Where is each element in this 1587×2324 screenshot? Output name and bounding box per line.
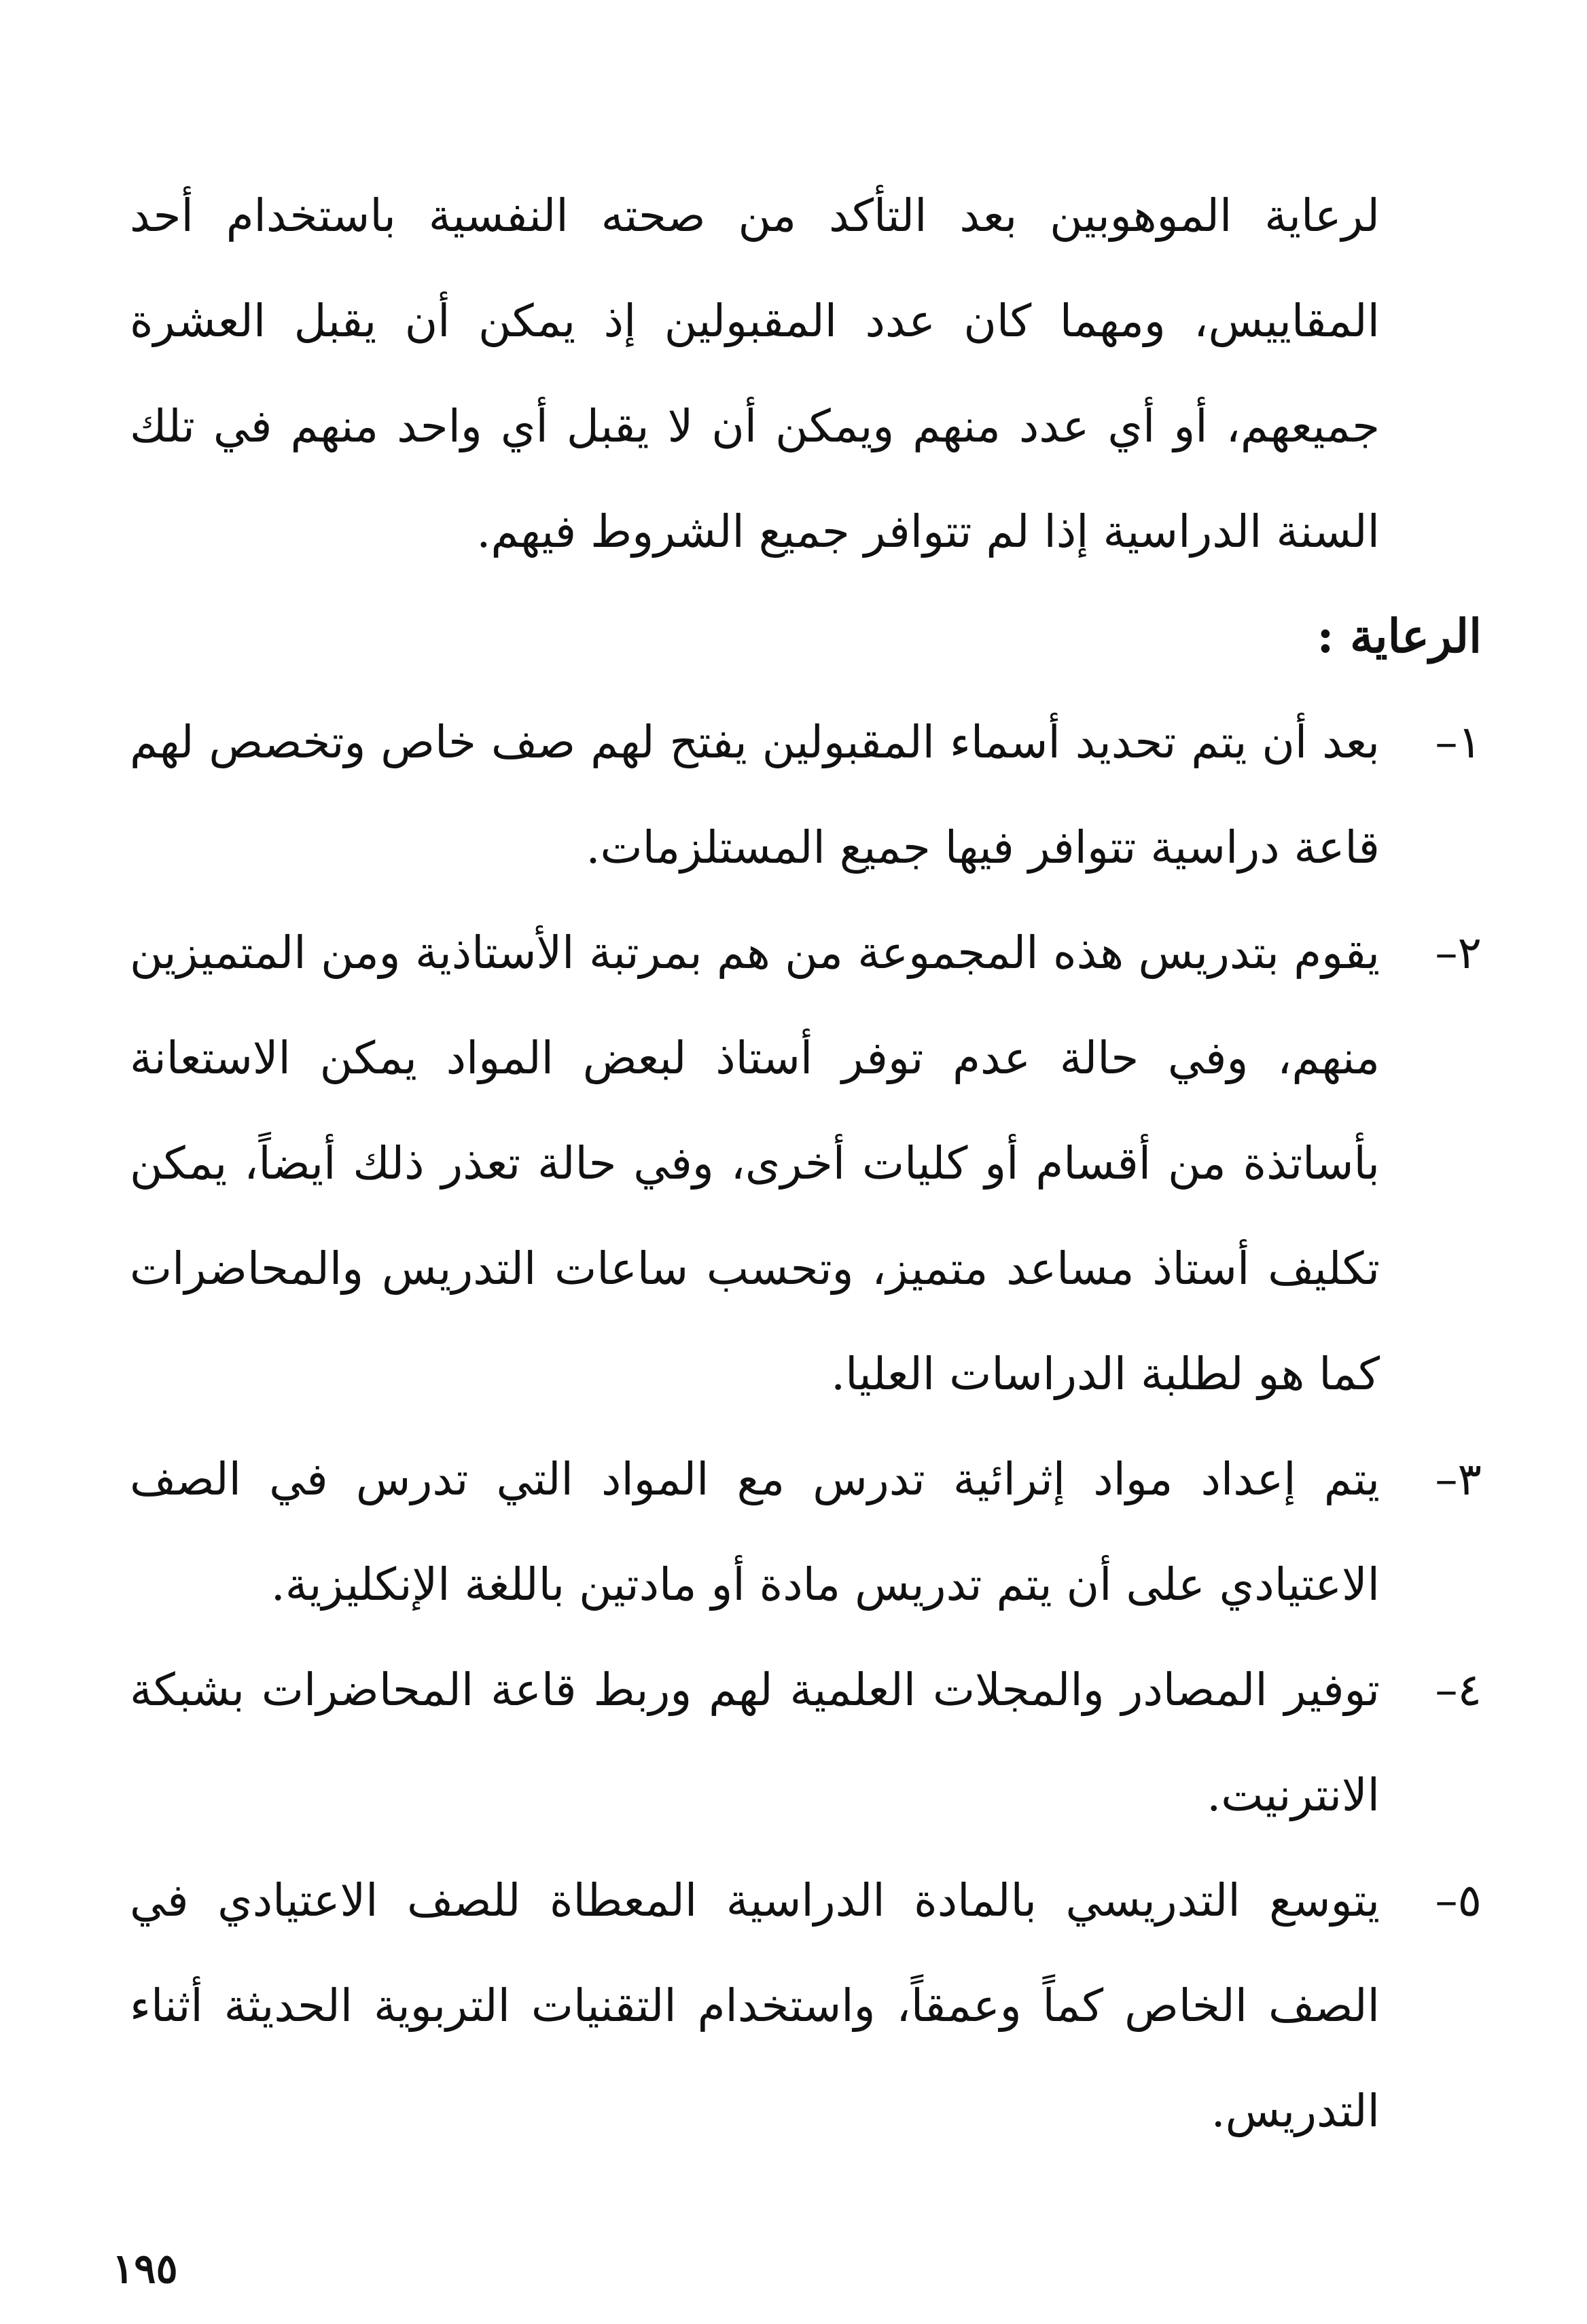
list-item [130, 1848, 1482, 2164]
list-item-text: توفير المصادر والمجلات العلمية لهم وربط قاعة المحاضرات بشبكة الانترنيت. [130, 1664, 1380, 1821]
list-item-number: ١– [1435, 716, 1482, 768]
list-item-text: يتوسع التدريسي بالمادة الدراسية المعطاة للصف الاعتيادي في الصف الخاص كماً وعمقاً، واستخدام التقنيات التربوية الحديثة أثناء التدريس. [130, 1874, 1380, 2137]
intro-paragraph: لرعاية الموهوبين بعد التأكد من صحته النفسية باستخدام أحد المقاييس، ومهما كان عدد المقبولين إذ يمكن أن يقبل العشرة جميعهم، أو أي عدد منهم ويمكن أن لا يقبل أي واحد منهم في تلك السنة الدراسية إذا لم تتوافر جميع الشروط فيهم. [130, 190, 1380, 558]
list-item [130, 900, 1482, 1427]
care-list [130, 690, 1482, 2164]
list-item-number: ٤– [1435, 1664, 1482, 1716]
list-item-text: يقوم بتدريس هذه المجموعة من هم بمرتبة الأستاذية ومن المتميزين منهم، وفي حالة عدم توفر أستاذ لبعض المواد يمكن الاستعانة بأساتذة من أقسام أو كليات أخرى، وفي حالة تعذر ذلك أيضاً، يمكن تكليف أستاذ مساعد متميز، وتحسب ساعات التدريس والمحاضرات كما هو لطلبة الدراسات العليا. [130, 927, 1380, 1400]
list-item [130, 1637, 1482, 1848]
list-item-number: ٢– [1435, 927, 1482, 979]
page-number: ١٩٥ [112, 2245, 178, 2293]
list-item-number: ٥– [1435, 1874, 1482, 1927]
list-item [130, 1427, 1482, 1637]
list-item-number: ٣– [1435, 1453, 1482, 1505]
list-item-text: بعد أن يتم تحديد أسماء المقبولين يفتح لهم صف خاص وتخصص لهم قاعة دراسية تتوافر فيها جميع المستلزمات. [130, 716, 1380, 874]
body-text [130, 163, 1482, 2164]
list-item-text: يتم إعداد مواد إثرائية تدرس مع المواد التي تدرس في الصف الاعتيادي على أن يتم تدريس مادة أو مادتين باللغة الإنكليزية. [130, 1453, 1380, 1611]
list-item [130, 690, 1482, 900]
section-heading: الرعاية : [1317, 609, 1482, 664]
